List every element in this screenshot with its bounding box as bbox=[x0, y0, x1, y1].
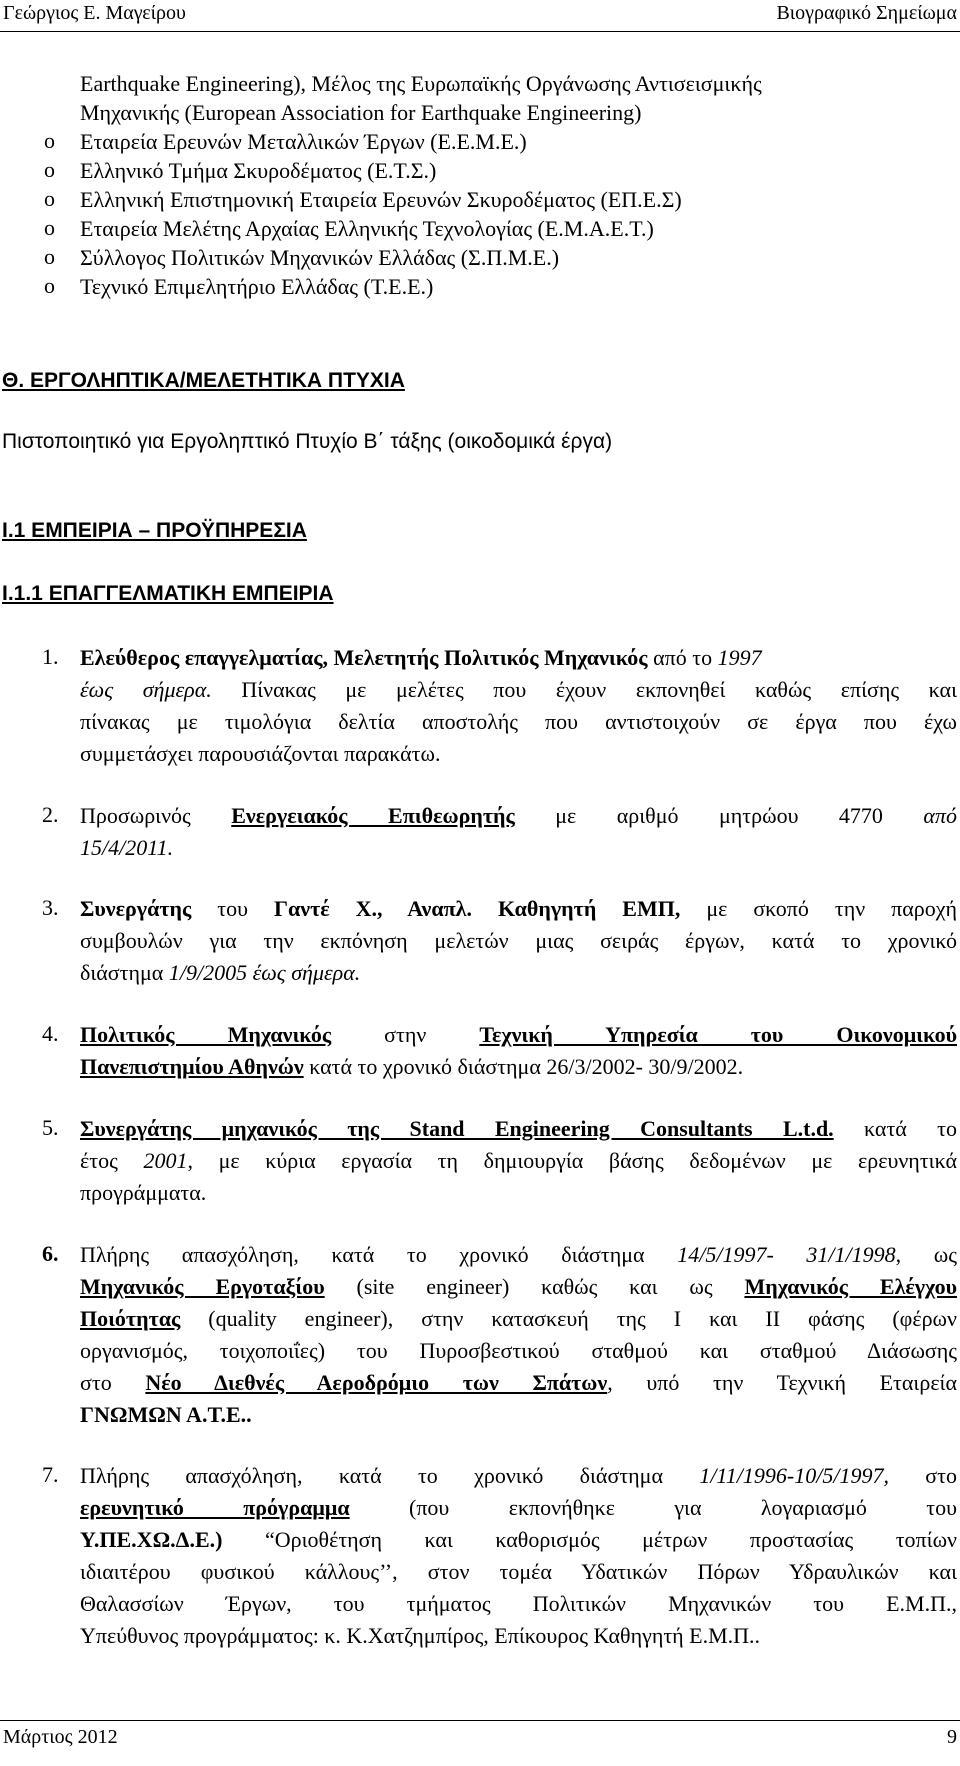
bullet-marker: o bbox=[44, 215, 55, 240]
page-footer bbox=[0, 1720, 960, 1766]
item-2-line: 15/4/2011. bbox=[80, 835, 174, 860]
item-number: 4. bbox=[42, 1021, 59, 1046]
footer-rule bbox=[0, 1720, 960, 1721]
item-5-line: έτος 2001, με κύρια εργασία τη δημιουργία βάσης δεδομένων με ερευνητικά bbox=[80, 1148, 957, 1173]
item-4-line: Πανεπιστημίου Αθηνών κατά το χρονικό διάστημα 26/3/2002- 30/9/2002. bbox=[80, 1054, 744, 1079]
item-5-line: προγράμματα. bbox=[80, 1180, 207, 1205]
membership-item: Εταιρεία Ερευνών Μεταλλικών Έργων (Ε.Ε.Μ.Ε.) bbox=[80, 129, 527, 154]
item-1-line: συμμετάσχει παρουσιάζονται παρακάτω. bbox=[80, 741, 441, 766]
item-4-line: Πολιτικός Μηχανικός στην Τεχνική Υπηρεσία του Οικονομικού bbox=[80, 1022, 957, 1047]
membership-item: Σύλλογος Πολιτικών Μηχανικών Ελλάδας (Σ.Π.Μ.Ε.) bbox=[80, 245, 560, 270]
section-heading-experience: Ι.1 ΕΜΠΕΙΡΙΑ – ΠΡΟΫΠΗΡΕΣΙΑ bbox=[2, 519, 307, 542]
item-7-line: ιδιαιτέρου φυσικού κάλλους’’, στον τομέα Υδατικών Πόρων Υδραυλικών και bbox=[80, 1559, 957, 1584]
header-rule bbox=[0, 31, 960, 32]
item-7-line: Θαλασσίων Έργων, του τμήματος Πολιτικών Μηχανικών του Ε.Μ.Π., bbox=[80, 1591, 957, 1616]
membership-item: Εταιρεία Μελέτης Αρχαίας Ελληνικής Τεχνολογίας (Ε.Μ.Α.Ε.Τ.) bbox=[80, 216, 654, 241]
item-number: 7. bbox=[42, 1462, 59, 1487]
membership-item: Ελληνική Επιστημονική Εταιρεία Ερευνών Σκυροδέματος (ΕΠ.Ε.Σ) bbox=[80, 187, 682, 212]
bullet-marker: o bbox=[44, 186, 55, 211]
item-number: 1. bbox=[42, 644, 59, 669]
header-author: Γεώργιος Ε. Μαγείρου bbox=[3, 2, 186, 24]
intro-line: Earthquake Engineering), Μέλος της Ευρωπαϊκής Οργάνωσης Αντισεισμικής bbox=[80, 71, 762, 96]
bullet-marker: o bbox=[44, 157, 55, 182]
bullet-marker: o bbox=[44, 244, 55, 269]
item-6-line: Μηχανικός Εργοταξίου (site engineer) καθώς και ως Μηχανικός Ελέγχου bbox=[80, 1274, 958, 1299]
section-heading-theta: Θ. ΕΡΓΟΛΗΠΤΙΚΑ/ΜΕΛΕΤΗΤΙΚΑ ΠΤΥΧΙΑ bbox=[2, 369, 405, 392]
item-3-line: Συνεργάτης του Γαντέ Χ., Αναπλ. Καθηγητή ΕΜΠ, με σκοπό την παροχή bbox=[80, 896, 958, 921]
item-7-line: Υπεύθυνος προγράμματος: κ. Κ.Χατζημπίρος, Επίκουρος Καθηγητή Ε.Μ.Π.. bbox=[80, 1623, 761, 1648]
intro-line: Μηχανικής (European Association for Earthquake Engineering) bbox=[80, 100, 642, 125]
bullet-marker: o bbox=[44, 273, 55, 298]
bullet-marker: o bbox=[44, 128, 55, 153]
item-7-line: ερευνητικό πρόγραμμα (που εκπονήθηκε για λογαριασμό του bbox=[80, 1495, 957, 1520]
item-number: 6. bbox=[42, 1241, 59, 1266]
item-6-line: οργανισμός, τοιχοποιΐες) του Πυροσβεστικού σταθμού και σταθμού Διάσωσης bbox=[80, 1338, 957, 1363]
item-3-line: συμβουλών για την εκπόνηση μελετών μιας σειράς έργων, κατά το χρονικό bbox=[80, 928, 957, 953]
item-3-line: διάστημα 1/9/2005 έως σήμερα. bbox=[80, 960, 361, 985]
item-7-line: Πλήρης απασχόληση, κατά το χρονικό διάστημα 1/11/1996-10/5/1997, στο bbox=[80, 1463, 957, 1488]
item-5-line: Συνεργάτης μηχανικός της Stand Engineering Consultants L.t.d. κατά το bbox=[80, 1116, 957, 1141]
item-1-line: πίνακας με τιμολόγια δελτία αποστολής που αντιστοιχούν σε έργα που έχω bbox=[80, 709, 957, 734]
membership-item: Τεχνικό Επιμελητήριο Ελλάδας (Τ.Ε.Ε.) bbox=[80, 274, 434, 299]
item-number: 2. bbox=[42, 802, 59, 827]
item-7-line: Υ.ΠΕ.ΧΩ.Δ.Ε.) “Οριοθέτηση και καθορισμός μέτρων προστασίας τοπίων bbox=[80, 1527, 957, 1552]
footer-date: Μάρτιος 2012 bbox=[3, 1726, 118, 1748]
membership-item: Ελληνικό Τμήμα Σκυροδέματος (Ε.Τ.Σ.) bbox=[80, 158, 437, 183]
item-1-line: Ελεύθερος επαγγελματίας, Μελετητής Πολιτικός Μηχανικός από το 1997 bbox=[80, 645, 762, 670]
page-number: 9 bbox=[947, 1726, 957, 1748]
item-6-line: ΓΝΩΜΩΝ Α.Τ.Ε.. bbox=[80, 1402, 252, 1427]
item-6-line: στο Νέο Διεθνές Αεροδρόμιο των Σπάτων, υπό την Τεχνική Εταιρεία bbox=[80, 1370, 958, 1395]
item-number: 5. bbox=[42, 1115, 59, 1140]
certificate-text: Πιστοποιητικό για Εργοληπτικό Πτυχίο Β΄ τάξης (οικοδομικά έργα) bbox=[2, 430, 613, 453]
item-6-line: Πλήρης απασχόληση, κατά το χρονικό διάστημα 14/5/1997- 31/1/1998, ως bbox=[80, 1242, 957, 1267]
item-number: 3. bbox=[42, 895, 59, 920]
header-doc-title: Βιογραφικό Σημείωμα bbox=[776, 2, 957, 24]
item-6-line: Ποιότητας (quality engineer), στην κατασκευή της Ι και ΙΙ φάσης (φέρων bbox=[80, 1306, 957, 1331]
section-heading-professional: Ι.1.1 ΕΠΑΓΓΕΛΜΑΤΙΚΗ ΕΜΠΕΙΡΙΑ bbox=[2, 582, 334, 605]
item-1-line: έως σήμερα. Πίνακας με μελέτες που έχουν εκπονηθεί καθώς επίσης και bbox=[80, 677, 957, 702]
item-2-line: Προσωρινός Ενεργειακός Επιθεωρητής με αριθμό μητρώου 4770 από bbox=[80, 803, 957, 828]
page-header bbox=[0, 0, 960, 34]
